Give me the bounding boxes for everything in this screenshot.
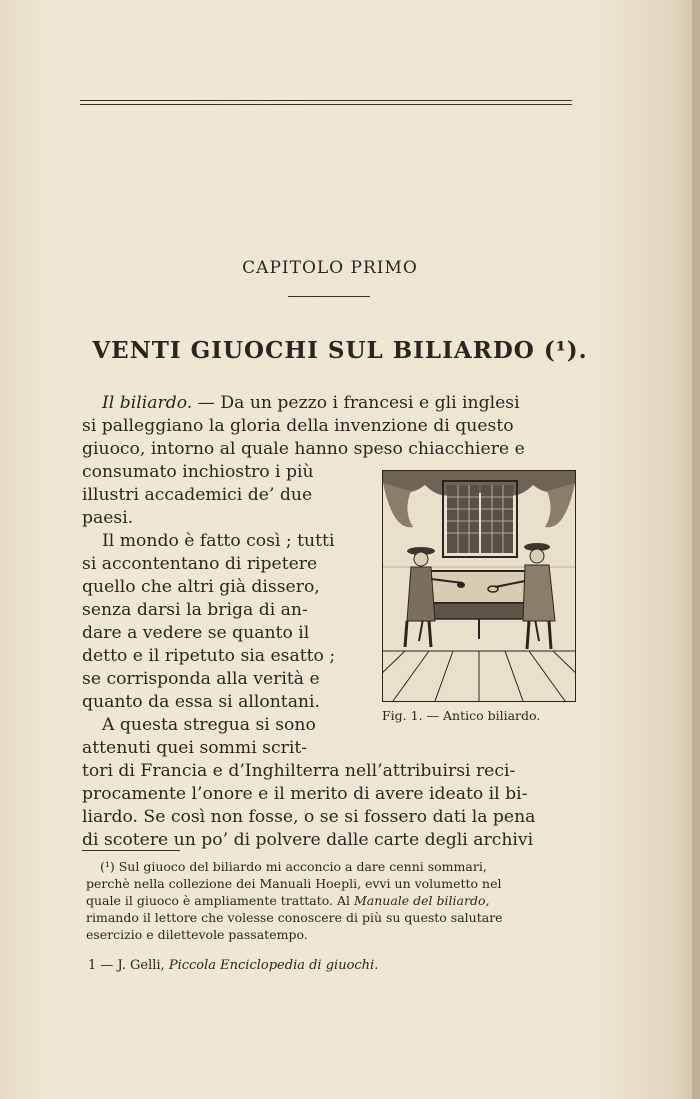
paragraph-1-line-1-text: — Da un pezzo i francesi e gli inglesi <box>192 393 520 413</box>
paragraph-1-line-2: si palleggiano la gloria della invenzione di questo <box>82 416 514 436</box>
chapter-heading: CAPITOLO PRIMO <box>242 258 418 278</box>
antique-billiard-illustration-icon <box>382 470 576 702</box>
footnote-line-2: perchè nella collezione dei Manuali Hoepli, evvi un volumetto nel <box>86 876 502 891</box>
paragraph-3-line-6: di scotere un po’ di polvere dalle carte degli archivi <box>82 830 534 850</box>
paragraph-1-line-1 <box>82 392 582 415</box>
chapter-rule <box>288 296 370 297</box>
paragraph-3-line-2: attenuti quei sommi scrit- <box>82 738 308 758</box>
top-rule-secondary <box>80 104 572 105</box>
paragraph-1-line-5: illustri accademici de’ due <box>82 485 313 505</box>
top-rule <box>80 100 572 101</box>
signature-title: Piccola Enciclopedia di giuochi. <box>168 958 379 973</box>
paragraph-1-line-6: paesi. <box>82 508 134 528</box>
page-edge <box>692 0 700 1099</box>
paragraph-2-line-1: Il mondo è fatto così ; tutti <box>102 531 335 551</box>
footnote-line-1: (¹) Sul giuoco del biliardo mi acconcio a dare cenni sommari, <box>100 859 487 874</box>
paragraph-2-line-6: detto e il ripetuto sia esatto ; <box>82 646 336 666</box>
paragraph-2-line-3: quello che altri già dissero, <box>82 577 320 597</box>
figure-caption: Fig. 1. — Antico biliardo. <box>382 708 541 723</box>
paragraph-1-line-3: giuoco, intorno al quale hanno speso chiacchiere e <box>82 439 525 459</box>
paragraph-2-line-5: dare a vedere se quanto il <box>82 623 310 643</box>
paragraph-3-line-3: tori di Francia e d’Inghilterra nell’attribuirsi reci- <box>82 761 516 781</box>
page-title: VENTI GIUOCHI SUL BILIARDO (¹). <box>92 337 588 364</box>
footnote-line-3 <box>86 892 586 909</box>
paragraph-1-line-4: consumato inchiostro i più <box>82 462 314 482</box>
paragraph-lead: Il biliardo. <box>102 393 193 413</box>
footnote-line-3-text: quale il giuoco è ampliamente trattato. Al <box>86 893 350 908</box>
footnote-manual-title: Manuale del biliardo, <box>353 893 490 908</box>
paragraph-2-line-7: se corrisponda alla verità e <box>82 669 320 689</box>
signature-prefix: 1 — J. Gelli, <box>88 958 165 973</box>
footnote-rule <box>82 850 180 851</box>
footnote-line-4: rimando il lettore che volesse conoscere di più su questo salutare <box>86 910 503 925</box>
paragraph-3-line-1: A questa stregua si sono <box>102 715 316 735</box>
paragraph-3-line-5: liardo. Se così non fosse, o se si fossero dati la pena <box>82 807 536 827</box>
book-signature <box>88 958 378 973</box>
paragraph-3-line-4: procamente l’onore e il merito di avere ideato il bi- <box>82 784 528 804</box>
paragraph-2-line-4: senza darsi la briga di an- <box>82 600 308 620</box>
paragraph-2-line-8: quanto da essa si allontani. <box>82 692 320 712</box>
footnote-line-5: esercizio e dilettevole passatempo. <box>86 927 308 942</box>
paragraph-2-line-2: si accontentano di ripetere <box>82 554 318 574</box>
